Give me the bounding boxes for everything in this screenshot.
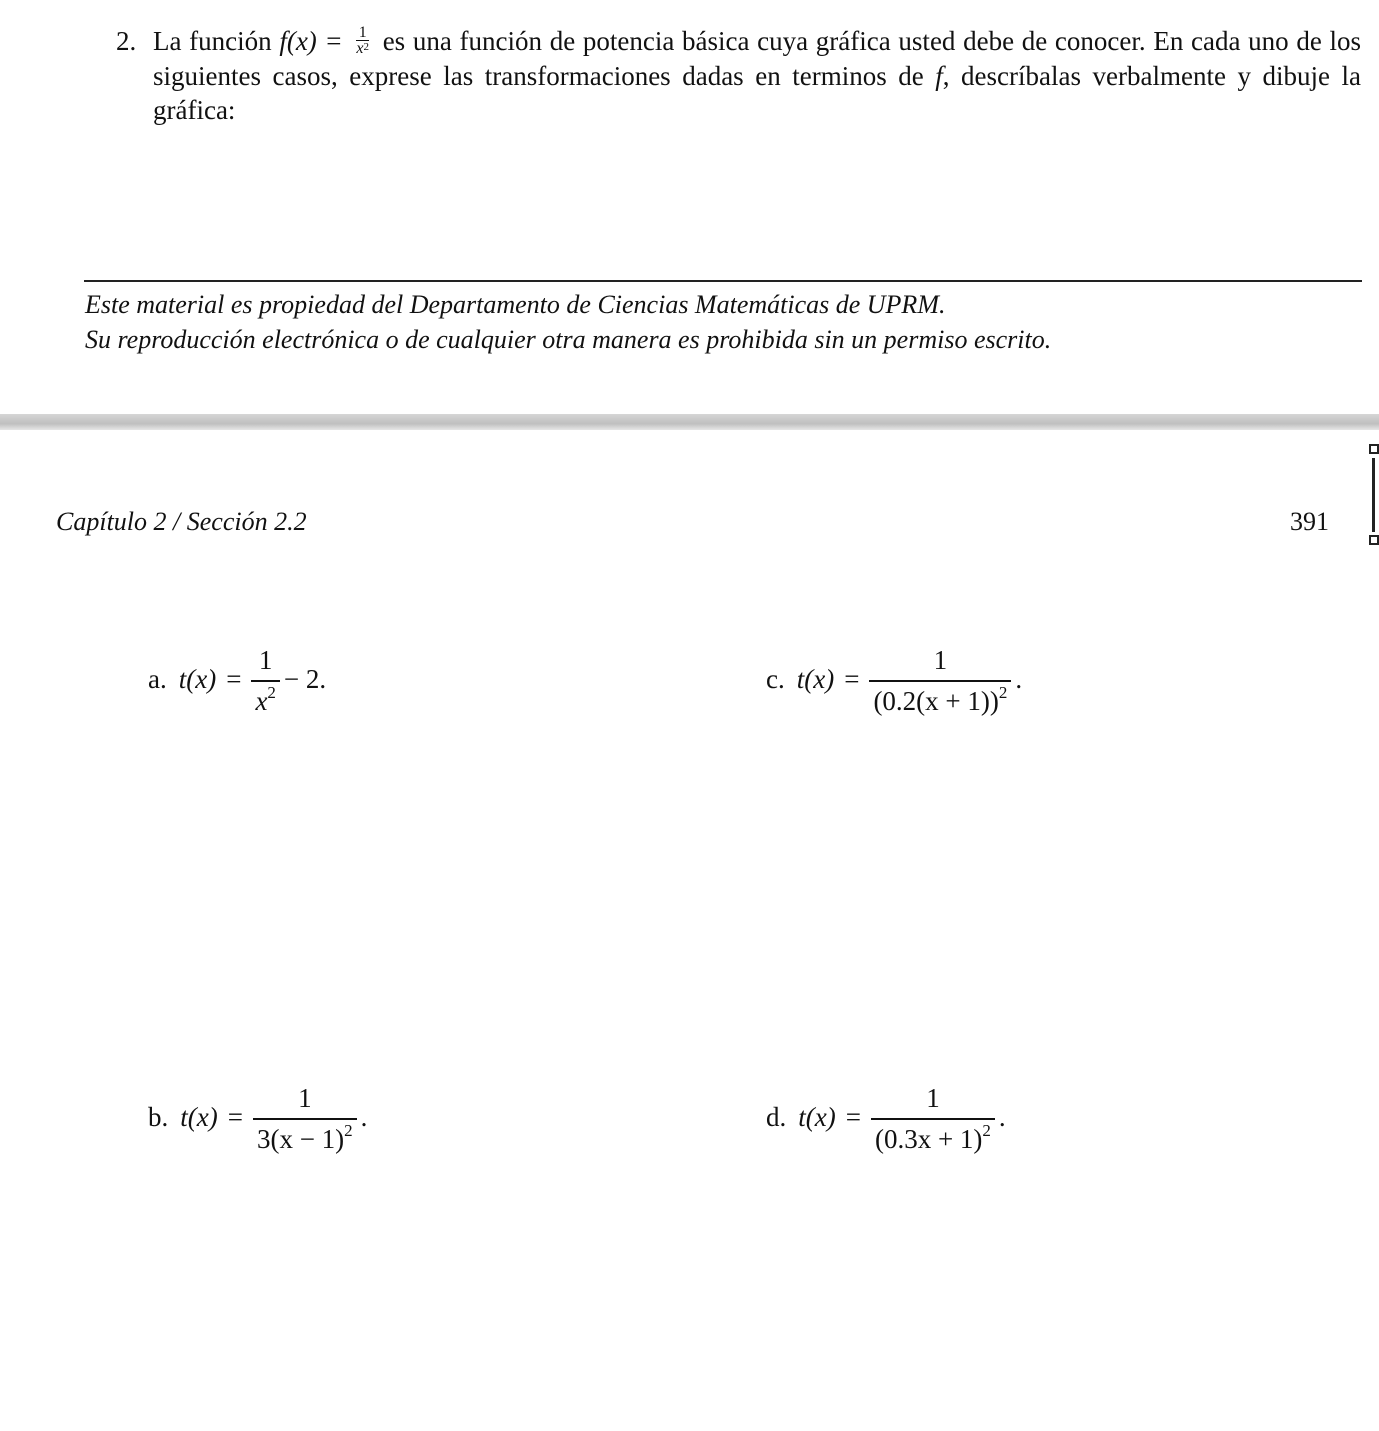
exercise-tail: − 2. (283, 664, 327, 695)
denominator-exponent: 2 (982, 1120, 991, 1140)
exercise-label: b. (148, 1102, 169, 1133)
notice-line-1: Este material es propiedad del Departamento de Ciencias Matemáticas de UPRM. (85, 290, 946, 319)
denominator-base: 3(x − 1) (256, 1123, 345, 1154)
inline-fraction (356, 23, 369, 57)
fraction-numerator: 1 (258, 645, 273, 675)
exercise-d (766, 1083, 1006, 1153)
fraction-denominator (869, 682, 1011, 715)
problem-text-after: es una función de potencia básica cuya gráfica usted debe de conocer. En cada uno de los siguientes casos, exprese las transformaciones dadas en terminos de (153, 26, 1362, 91)
exercise-lhs: t(x) (798, 1102, 836, 1133)
fraction-denominator (251, 682, 279, 715)
equals-sign: = (226, 664, 242, 695)
denominator-exponent: 2 (267, 682, 276, 702)
f-symbol: f (935, 60, 943, 91)
denominator-base: x (255, 685, 268, 716)
exercise-lhs: t(x) (180, 1102, 218, 1133)
fraction-numerator: 1 (933, 645, 948, 675)
inline-fraction-denominator (356, 41, 369, 56)
margin-edge-mark (1369, 444, 1379, 546)
fraction (251, 645, 279, 715)
problem-number: 2. (116, 26, 137, 56)
notice-line-2: Su reproducción electrónica o de cualquier otra manera es prohibida sin un permiso escrito. (85, 325, 1052, 354)
inline-fraction-numerator: 1 (356, 26, 369, 41)
exercise-label: c. (766, 664, 785, 695)
exercise-lhs: t(x) (796, 664, 835, 695)
fraction (869, 645, 1011, 715)
denominator-exponent: 2 (344, 1120, 353, 1140)
equals-sign: = (844, 664, 860, 695)
exercise-b (148, 1083, 367, 1153)
equals-sign: = (845, 1102, 861, 1133)
denominator-base: (0.2(x + 1)) (873, 685, 999, 716)
exercise-label: d. (766, 1102, 787, 1133)
exercise-tail: . (360, 1102, 368, 1133)
function-f-label: f(x) = (279, 26, 343, 56)
fraction (253, 1083, 357, 1153)
page-number: 391 (1290, 507, 1329, 536)
page-separator (0, 414, 1379, 430)
problem-statement (116, 24, 1361, 128)
copyright-notice (85, 287, 1051, 357)
fraction (871, 1083, 995, 1153)
fraction-numerator: 1 (926, 1083, 940, 1113)
problem-text (153, 24, 1361, 128)
exercise-tail: . (1015, 664, 1023, 695)
exercise-lhs: t(x) (178, 664, 217, 695)
problem-text-end: , descríbalas verbalmente y dibuje la gráfica: (153, 60, 1361, 126)
chapter-section-header: Capítulo 2 / Sección 2.2 (56, 507, 307, 536)
denominator-exponent: 2 (998, 682, 1008, 702)
fraction-denominator (871, 1120, 995, 1153)
inline-den-exp: 2 (363, 40, 369, 53)
equals-sign: = (227, 1102, 243, 1133)
inline-den-var: x (356, 39, 364, 57)
notice-rule (84, 280, 1362, 282)
exercise-c (766, 645, 1022, 715)
denominator-base: (0.3x + 1) (874, 1123, 983, 1154)
fraction-denominator (253, 1120, 357, 1153)
fraction-numerator: 1 (298, 1083, 312, 1113)
problem-text-before: La función (153, 26, 272, 56)
exercise-a (148, 645, 326, 715)
exercise-tail: . (998, 1102, 1006, 1133)
exercise-label: a. (148, 664, 167, 695)
